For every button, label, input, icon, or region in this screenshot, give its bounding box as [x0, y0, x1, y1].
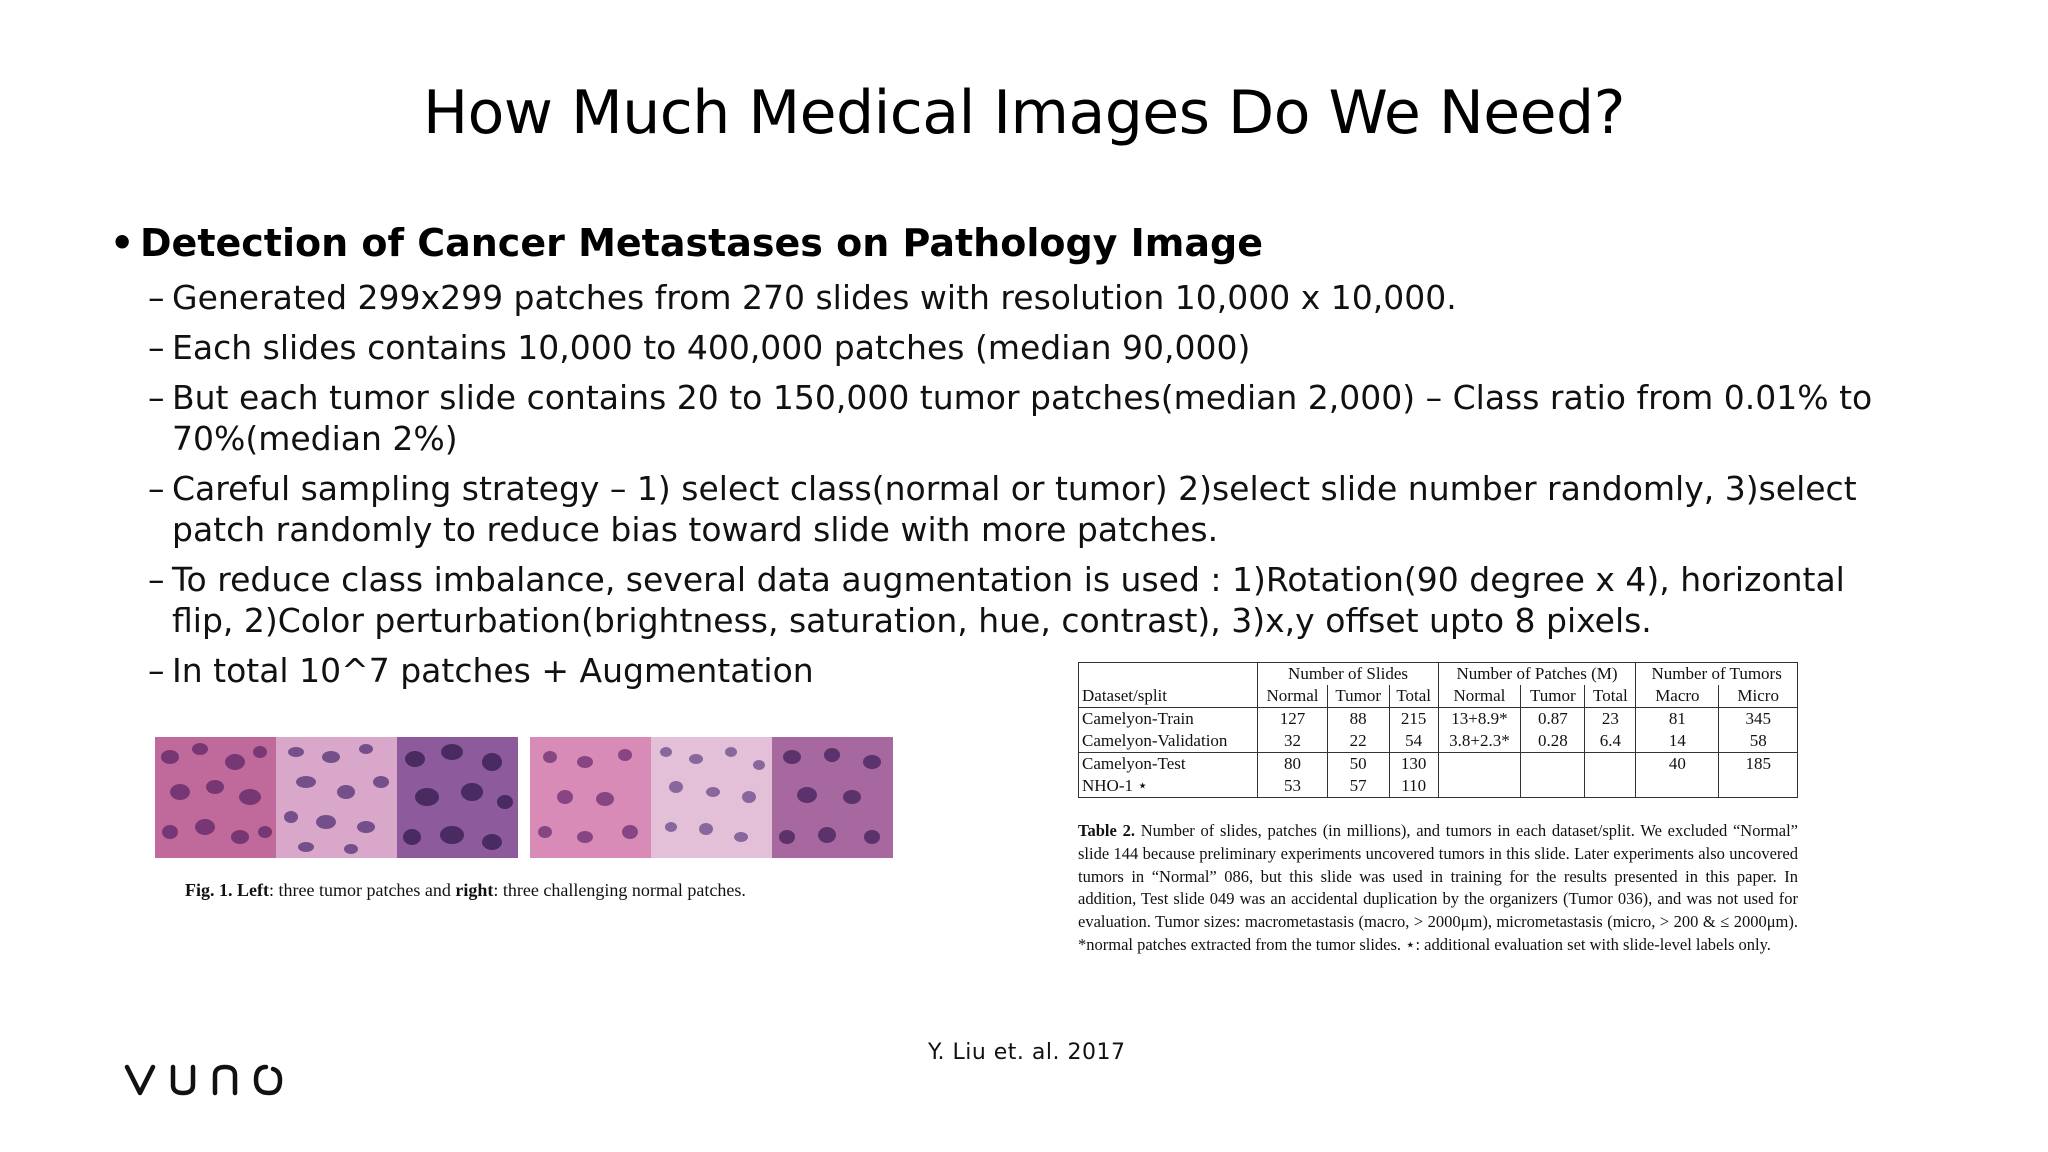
table-column-header: Total [1389, 685, 1438, 708]
table-cell [1521, 775, 1585, 798]
table-cell: 127 [1258, 708, 1327, 731]
table-row [1079, 708, 1798, 731]
sub-bullet [148, 377, 1910, 459]
table-column-header: Tumor [1327, 685, 1389, 708]
table-cell [1585, 775, 1636, 798]
table-column-header-row [1079, 685, 1798, 708]
table-cell: 110 [1389, 775, 1438, 798]
figure-caption-label: Fig. 1. [185, 880, 233, 900]
table-cell: 130 [1389, 753, 1438, 776]
table-cell: NHO-1 ⋆ [1079, 775, 1258, 798]
sub-bullet [148, 559, 1910, 641]
citation: Y. Liu et. al. 2017 [928, 1040, 1126, 1065]
table-cell: 57 [1327, 775, 1389, 798]
slide-title: How Much Medical Images Do We Need? [423, 78, 1625, 148]
tumor-patch-image [397, 737, 518, 858]
sub-dash: – [148, 328, 165, 367]
table-cell [1521, 753, 1585, 776]
table-header-cell [1079, 663, 1258, 686]
sub-bullet-text: Careful sampling strategy – 1) select class(normal or tumor) 2)select slide number randomly, 3)select patch randomly to reduce bias toward slide with more patches. [172, 469, 1857, 549]
table-cell: Camelyon-Train [1079, 708, 1258, 731]
table-cell [1438, 753, 1520, 776]
table-column-header: Macro [1636, 685, 1719, 708]
sub-dash: – [148, 651, 165, 690]
dataset-table [1078, 662, 1798, 798]
table-group-header-row [1079, 663, 1798, 686]
pathology-figure [155, 737, 895, 901]
table-column-header: Dataset/split [1079, 685, 1258, 708]
sub-dash: – [148, 560, 165, 599]
main-bullet-text: Detection of Cancer Metastases on Pathology Image [140, 221, 1264, 265]
table-cell: 185 [1719, 753, 1798, 776]
table-cell: 40 [1636, 753, 1719, 776]
table-cell: 215 [1389, 708, 1438, 731]
table-cell: 32 [1258, 730, 1327, 753]
table-column-header: Total [1585, 685, 1636, 708]
table-cell: 53 [1258, 775, 1327, 798]
table-column-header: Normal [1258, 685, 1327, 708]
table-cell: 80 [1258, 753, 1327, 776]
dataset-table-block [1078, 662, 1798, 957]
table-row [1079, 753, 1798, 776]
sub-bullet-text: Each slides contains 10,000 to 400,000 patches (median 90,000) [172, 328, 1251, 367]
table-cell: 81 [1636, 708, 1719, 731]
table-caption-label: Table 2. [1078, 821, 1135, 840]
table-cell: 50 [1327, 753, 1389, 776]
table-row [1079, 775, 1798, 798]
table-cell: 22 [1327, 730, 1389, 753]
figure-caption [185, 880, 895, 901]
table-cell [1585, 753, 1636, 776]
sub-bullet [148, 468, 1910, 550]
table-cell [1438, 775, 1520, 798]
table-cell: 58 [1719, 730, 1798, 753]
table-group-header: Number of Patches (M) [1438, 663, 1636, 686]
table-cell [1719, 775, 1798, 798]
sub-bullet-text: In total 10^7 patches + Augmentation [172, 651, 814, 690]
normal-patch-image [530, 737, 651, 858]
sub-dash: – [148, 469, 165, 508]
table-cell: 345 [1719, 708, 1798, 731]
table-cell: 3.8+2.3* [1438, 730, 1520, 753]
table-cell: 14 [1636, 730, 1719, 753]
bullet-list [110, 218, 1910, 691]
figure-caption-end: : three challenging normal patches. [493, 880, 746, 900]
tumor-patch-image [155, 737, 276, 858]
bullet-dot: • [110, 221, 135, 265]
table-cell: Camelyon-Test [1079, 753, 1258, 776]
normal-patch-image [651, 737, 772, 858]
table-group-header: Number of Tumors [1636, 663, 1798, 686]
table-column-header: Micro [1719, 685, 1798, 708]
figure-caption-left: Left [237, 880, 269, 900]
figure-caption-mid: : three tumor patches and [268, 880, 456, 900]
table-cell: 23 [1585, 708, 1636, 731]
sub-bullet [148, 327, 1910, 368]
tumor-patch-image [276, 737, 397, 858]
vuno-logo [123, 1059, 305, 1099]
normal-patch-image [772, 737, 893, 858]
patch-strip [155, 737, 895, 858]
sub-bullet-text: To reduce class imbalance, several data augmentation is used : 1)Rotation(90 degree x 4), horizontal flip, 2)Color perturbation(brightness, saturation, hue, contrast), 3)x,y offset upto 8 pixels. [172, 560, 1845, 640]
table-cell: 88 [1327, 708, 1389, 731]
main-bullet [110, 218, 1910, 268]
table-cell: 0.28 [1521, 730, 1585, 753]
table-cell: 6.4 [1585, 730, 1636, 753]
patch-gap [518, 737, 530, 858]
figure-caption-right: right [455, 880, 494, 900]
table-column-header: Tumor [1521, 685, 1585, 708]
sub-bullet [148, 277, 1910, 318]
table-cell: Camelyon-Validation [1079, 730, 1258, 753]
table-cell: 13+8.9* [1438, 708, 1520, 731]
sub-dash: – [148, 378, 165, 417]
sub-bullet-text: But each tumor slide contains 20 to 150,000 tumor patches(median 2,000) – Class ratio from 0.01% to 70%(median 2%) [172, 378, 1873, 458]
table-caption [1078, 820, 1798, 957]
table-cell: 54 [1389, 730, 1438, 753]
table-cell [1636, 775, 1719, 798]
table-cell: 0.87 [1521, 708, 1585, 731]
table-row [1079, 730, 1798, 753]
sub-dash: – [148, 278, 165, 317]
table-column-header: Normal [1438, 685, 1520, 708]
table-caption-text: Number of slides, patches (in millions), and tumors in each dataset/split. We excluded “Normal” slide 144 because preliminary experiments uncovered tumors in this slide. Later experiments also uncovered tumors in “Normal” 086, but this slide was used in training for the results presented in this paper. In addition, Test slide 049 was an accidental duplication by the organizers (Tumor 036), and was not used for evaluation. Tumor sizes: macrometastasis (macro, > 2000μm), micrometastasis (micro, > 200 & ≤ 2000μm). *normal patches extracted from the tumor slides. ⋆: additional evaluation set with slide-level labels only. [1078, 821, 1798, 954]
table-group-header: Number of Slides [1258, 663, 1438, 686]
sub-bullet-text: Generated 299x299 patches from 270 slides with resolution 10,000 x 10,000. [172, 278, 1457, 317]
